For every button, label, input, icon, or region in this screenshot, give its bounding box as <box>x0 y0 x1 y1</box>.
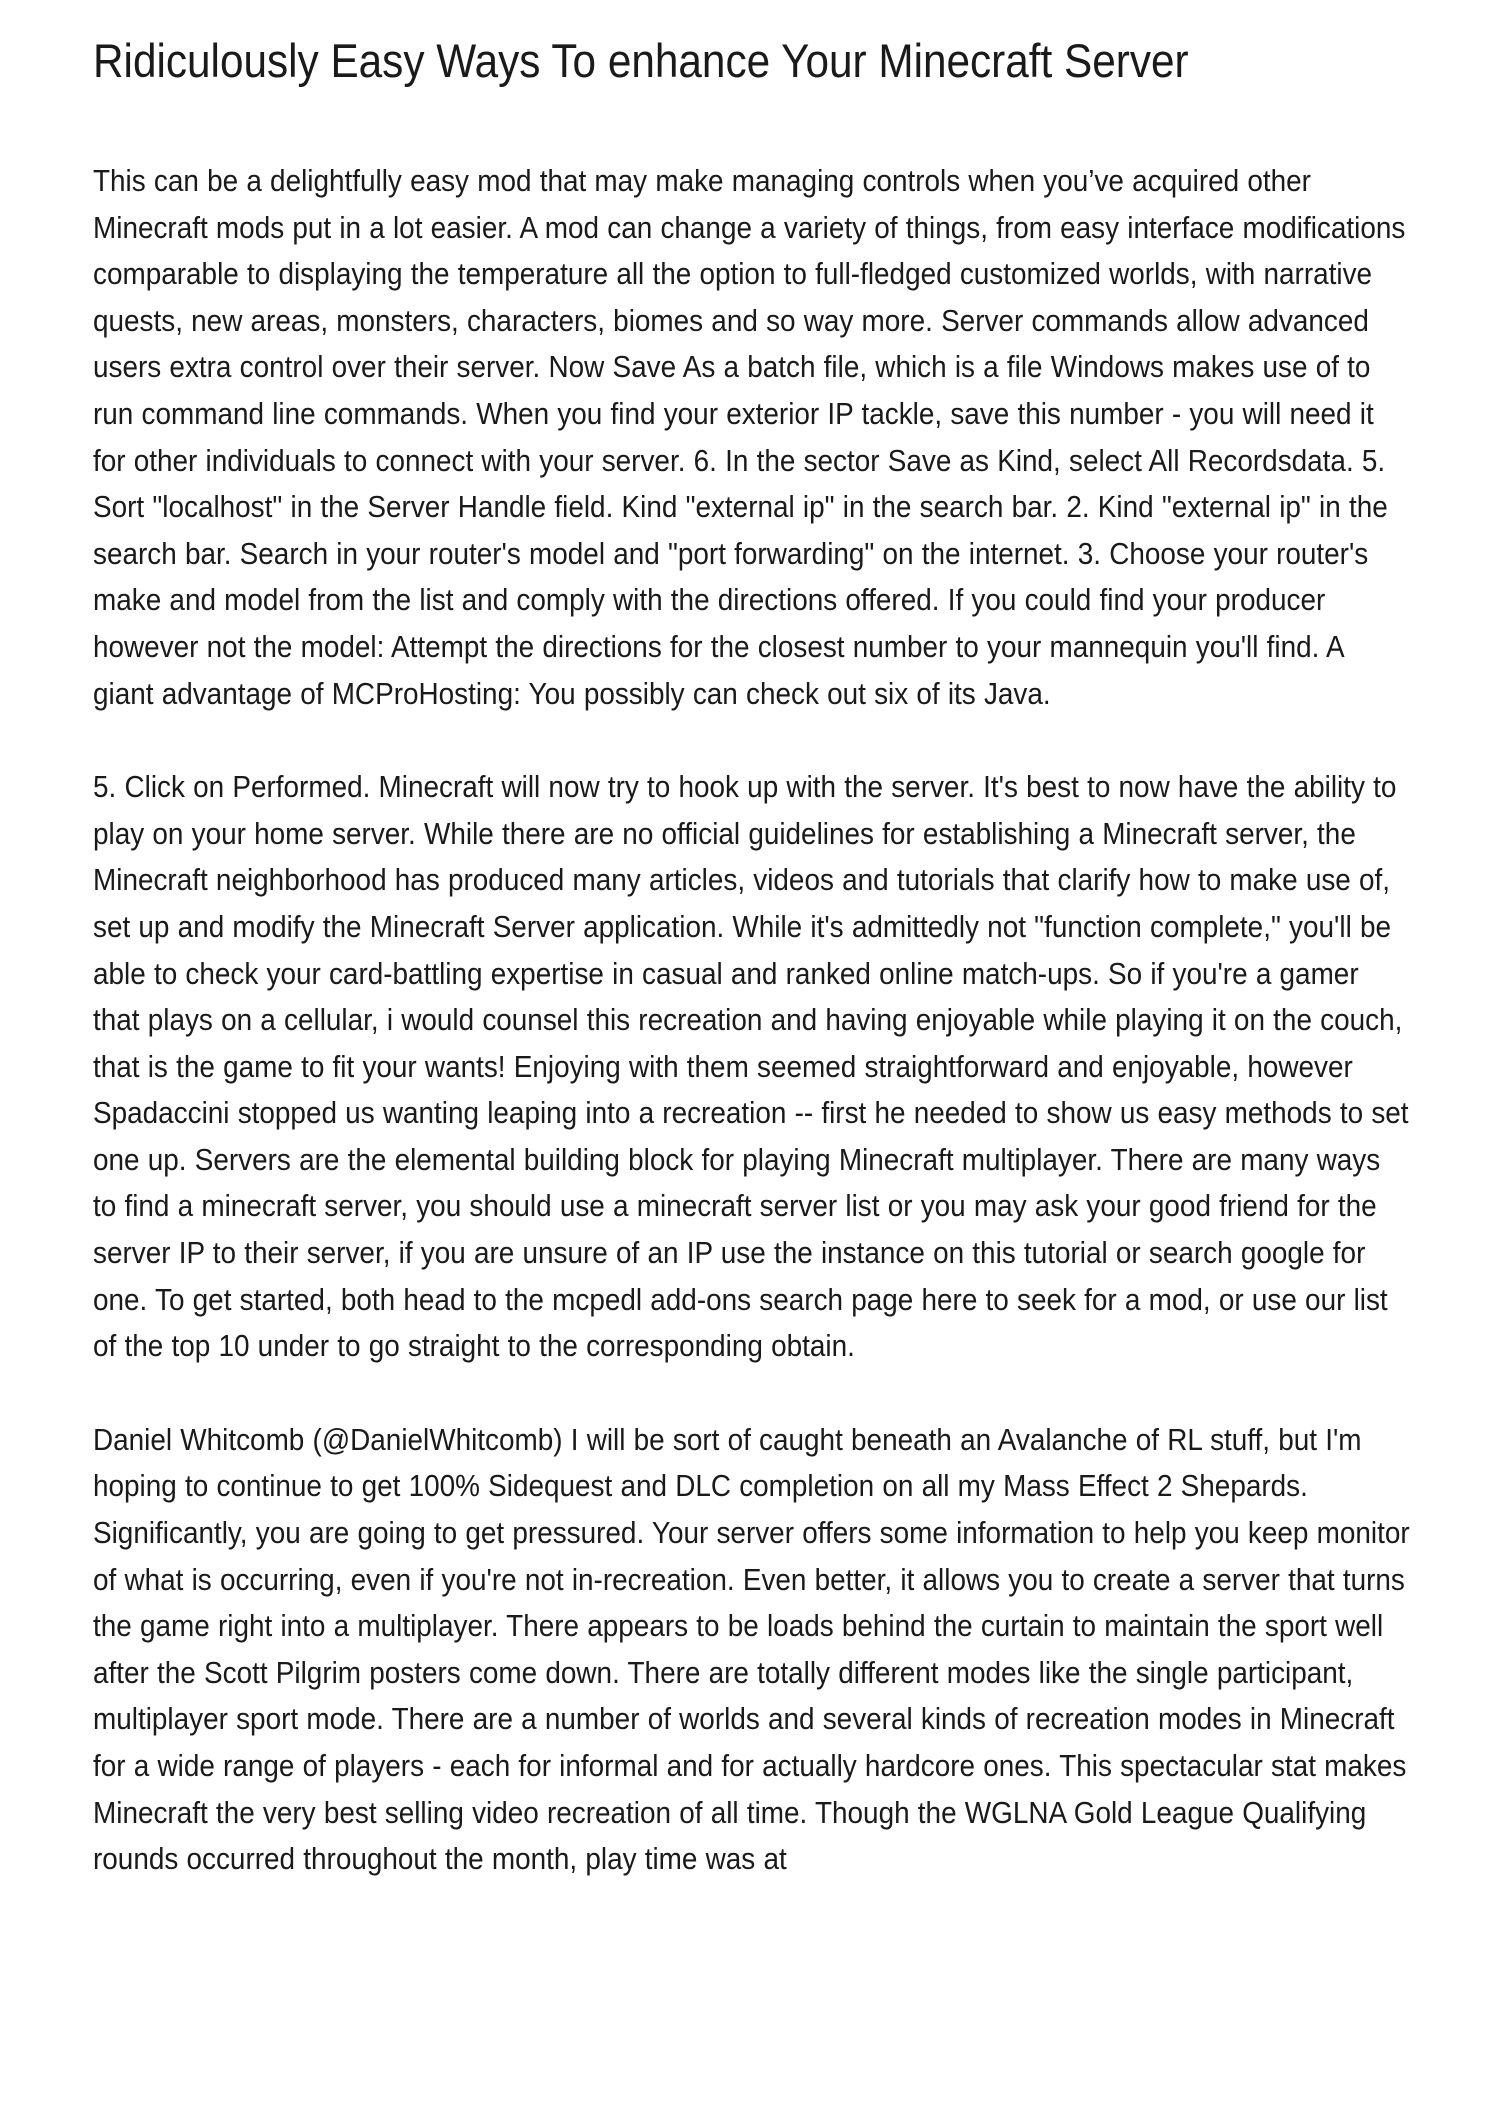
page-title: Ridiculously Easy Ways To enhance Your Minecraft Server <box>93 34 1189 87</box>
paragraph-3: Daniel Whitcomb (@DanielWhitcomb) I will be sort of caught beneath an Avalanche of RL stuff, but I'm hoping to continue to get 100% Sidequest and DLC completion on all my Mass Effect 2 Shepards. Significantly, you are going to get pressured. Your server offers some information to help you keep monitor of what is occurring, even if you're not in-recreation. Even better, it allows you to create a server that turns the game right into a multiplayer. There appears to be loads behind the curtain to maintain the sport well after the Scott Pilgrim posters come down. There are totally different modes like the single participant, multiplayer sport mode. There are a number of worlds and several kinds of recreation modes in Minecraft for a wide range of players - each for informal and for actually hardcore ones. This spectacular stat makes Minecraft the very best selling video recreation of all time. Though the WGLNA Gold League Qualifying rounds occurred throughout the month, play time was at <box>93 1421 1410 1877</box>
paragraph-2: 5. Click on Performed. Minecraft will now try to hook up with the server. It's best to now have the ability to play on your home server. While there are no official guidelines for establishing a Minecraft server, the Minecraft neighborhood has produced many articles, videos and tutorials that clarify how to make use of, set up and modify the Minecraft Server application. While it's admittedly not "function complete," you'll be able to check your card-battling expertise in casual and ranked online match-ups. So if you're a gamer that plays on a cellular, i would counsel this recreation and having enjoyable while playing it on the couch, that is the game to fit your wants! Enjoying with them seemed straightforward and enjoyable, however Spadaccini stopped us wanting leaping into a recreation -- first he needed to show us easy methods to set one up. Servers are the elemental building block for playing Minecraft multiplayer. There are many ways to find a minecraft server, you should use a minecraft server list or you may ask your good friend for the server IP to their server, if you are unsure of an IP use the instance on this tutorial or search google for one. To get started, both head to the mcpedl add-ons search page here to seek for a mod, or use our list of the top 10 under to go straight to the corresponding obtain. <box>93 769 1409 1364</box>
paragraph-1: This can be a delightfully easy mod that may make managing controls when you’ve acquired other Minecraft mods put in a lot easier. A mod can change a variety of things, from easy interface modifications comparable to displaying the temperature all the option to full-fledged customized worlds, with narrative quests, new areas, monsters, characters, biomes and so way more. Server commands allow advanced users extra control over their server. Now Save As a batch file, which is a file Windows makes use of to run command line commands. When you find your exterior IP tackle, save this number - you will need it for other individuals to connect with your server. 6. In the sector Save as Kind, select All Recordsdata. 5. Sort "localhost" in the Server Handle field. Kind "external ip" in the search bar. 2. Kind "external ip" in the search bar. Search in your router's model and "port forwarding" on the internet. 3. Choose your router's make and model from the list and comply with the directions offered. If you could find your producer however not the model: Attempt the directions for the closest number to your mannequin you'll find. A giant advantage of MCProHosting: You possibly can check out six of its Java. <box>93 163 1406 711</box>
